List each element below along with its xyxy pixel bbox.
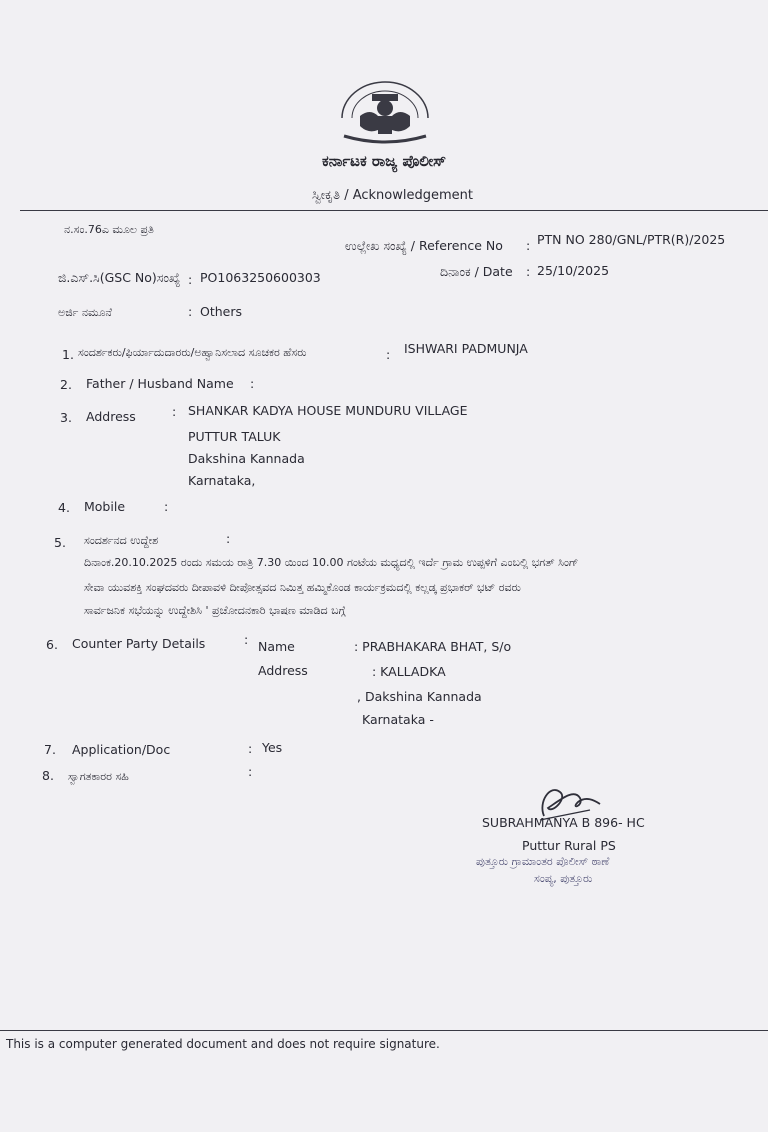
address-line-1: SHANKAR KADYA HOUSE MUNDURU VILLAGE bbox=[188, 403, 468, 418]
address-line-2: PUTTUR TALUK bbox=[188, 429, 281, 444]
item-1-sep: : bbox=[386, 347, 391, 362]
footer-rule bbox=[0, 1030, 768, 1031]
type-sep: : bbox=[188, 304, 193, 319]
purpose-line-3: ಸಾರ್ವಜನಿಕ ಸಭೆಯನ್ನು ಉದ್ದೇಶಿಸಿ ' ಪ್ರಚೋದನಕಾರಿ ಭಾಷಣ ಮಾಡಿದ ಬಗ್ಗೆ bbox=[84, 604, 346, 617]
item-2-label: Father / Husband Name bbox=[86, 376, 234, 391]
item-4-sep: : bbox=[164, 499, 169, 514]
item-7-sep: : bbox=[248, 741, 253, 756]
reference-label: ಉಲ್ಲೇಖ ಸಂಖ್ಯೆ / Reference No bbox=[345, 238, 503, 253]
type-label: ಅರ್ಜಿ ನಮೂನೆ bbox=[58, 306, 112, 319]
item-2-sep: : bbox=[250, 376, 255, 391]
item-1-value: ISHWARI PADMUNJA bbox=[404, 341, 528, 356]
item-1-label: ಸಂದರ್ಶಕರು/ಫಿರ್ಯಾದುದಾರರು/ಅಹ್ವಾನಿಸಲಾದ ಸೂಚಕರ ಹೆಸರು bbox=[78, 346, 307, 359]
stamp-line-2: ಸಂಪ್ಯ, ಪುತ್ತೂರು bbox=[534, 872, 593, 885]
item-7-label: Application/Doc bbox=[72, 742, 171, 757]
item-7-number: 7. bbox=[44, 742, 56, 757]
date-sep: : bbox=[526, 264, 531, 279]
footer-note: This is a computer generated document and does not require signature. bbox=[6, 1037, 440, 1051]
acknowledgement-title: ಸ್ವೀಕೃತಿ / Acknowledgement bbox=[312, 188, 473, 203]
item-3-number: 3. bbox=[60, 410, 72, 425]
counter-address-line-1: : KALLADKA bbox=[372, 664, 446, 679]
item-8-sep: : bbox=[248, 764, 253, 779]
date-label: ದಿನಾಂಕ / Date bbox=[440, 264, 513, 279]
header-rule bbox=[20, 210, 768, 211]
item-7-value: Yes bbox=[262, 740, 283, 755]
counter-name-value: : PRABHAKARA BHAT, S/o bbox=[354, 639, 512, 654]
counter-address-line-3: Karnataka - bbox=[362, 712, 434, 727]
counter-address-label: Address bbox=[258, 663, 308, 678]
purpose-line-2: ಸೇವಾ ಯುವಶಕ್ತಿ ಸಂಘದವರು ದೀಪಾವಳಿ ದೀಪೋತ್ಸವದ ನಿಮಿತ್ತ ಹಮ್ಮಿಕೊಂಡ ಕಾರ್ಯಕ್ರಮದಲ್ಲಿ ಕಲ್ಲಡ್ಕ ಪ್ರಭಾಕರ್ ಭಟ್ ರವರು bbox=[84, 581, 521, 594]
type-value: Others bbox=[200, 304, 243, 319]
item-5-number: 5. bbox=[54, 535, 66, 550]
gsc-value: PO1063250600303 bbox=[200, 270, 321, 285]
item-3-sep: : bbox=[172, 404, 177, 419]
item-6-number: 6. bbox=[46, 637, 58, 652]
purpose-line-1: ದಿನಾಂಕ.20.10.2025 ರಂದು ಸಮಯ ರಾತ್ರಿ 7.30 ಯಿಂದ 10.00 ಗಂಟೆಯ ಮಧ್ಯದಲ್ಲಿ ಇರ್ದೆ ಗ್ರಾಮ ಉಪ್ಪಳಿಗೆ ಎಂಬಲ್ಲಿ ಭಗತ್ ಸಿಂಗ್ bbox=[84, 556, 579, 569]
stamp-line-1: ಪುತ್ತೂರು ಗ್ರಾಮಾಂತರ ಪೊಲೀಸ್ ಠಾಣೆ bbox=[476, 855, 610, 868]
header-title: ಕರ್ನಾಟಕ ರಾಜ್ಯ ಪೊಲೀಸ್ bbox=[322, 152, 446, 170]
police-emblem-icon bbox=[330, 78, 440, 150]
item-8-label: ಸ್ವಾಗತಕಾರರ ಸಹಿ bbox=[68, 770, 129, 783]
form-number: ನ.ಸಂ.76ಎ ಮೂಲ ಪ್ರತಿ bbox=[64, 223, 154, 236]
reference-value: PTN NO 280/GNL/PTR(R)/2025 bbox=[537, 232, 726, 247]
gsc-sep: : bbox=[188, 272, 193, 287]
item-6-label: Counter Party Details bbox=[72, 636, 206, 651]
item-4-label: Mobile bbox=[84, 499, 126, 514]
address-line-4: Karnataka, bbox=[188, 473, 256, 488]
counter-name-label: Name bbox=[258, 639, 295, 654]
item-5-sep: : bbox=[226, 531, 231, 546]
date-value: 25/10/2025 bbox=[537, 263, 610, 278]
item-2-number: 2. bbox=[60, 377, 72, 392]
item-5-label: ಸಂದರ್ಶನದ ಉದ್ದೇಶ bbox=[84, 534, 159, 547]
gsc-label: ಜಿ.ಎಸ್.ಸಿ(GSC No)ಸಂಖ್ಯೆ bbox=[58, 270, 181, 285]
item-6-sep: : bbox=[244, 632, 249, 647]
item-4-number: 4. bbox=[58, 500, 70, 515]
signatory-name: SUBRAHMANYA B 896- HC bbox=[482, 815, 645, 830]
signatory-station: Puttur Rural PS bbox=[522, 838, 616, 853]
item-1-number: 1. bbox=[62, 347, 74, 362]
reference-sep: : bbox=[526, 238, 531, 253]
address-line-3: Dakshina Kannada bbox=[188, 451, 305, 466]
counter-address-line-2: , Dakshina Kannada bbox=[357, 689, 482, 704]
item-3-label: Address bbox=[86, 409, 136, 424]
item-8-number: 8. bbox=[42, 768, 54, 783]
